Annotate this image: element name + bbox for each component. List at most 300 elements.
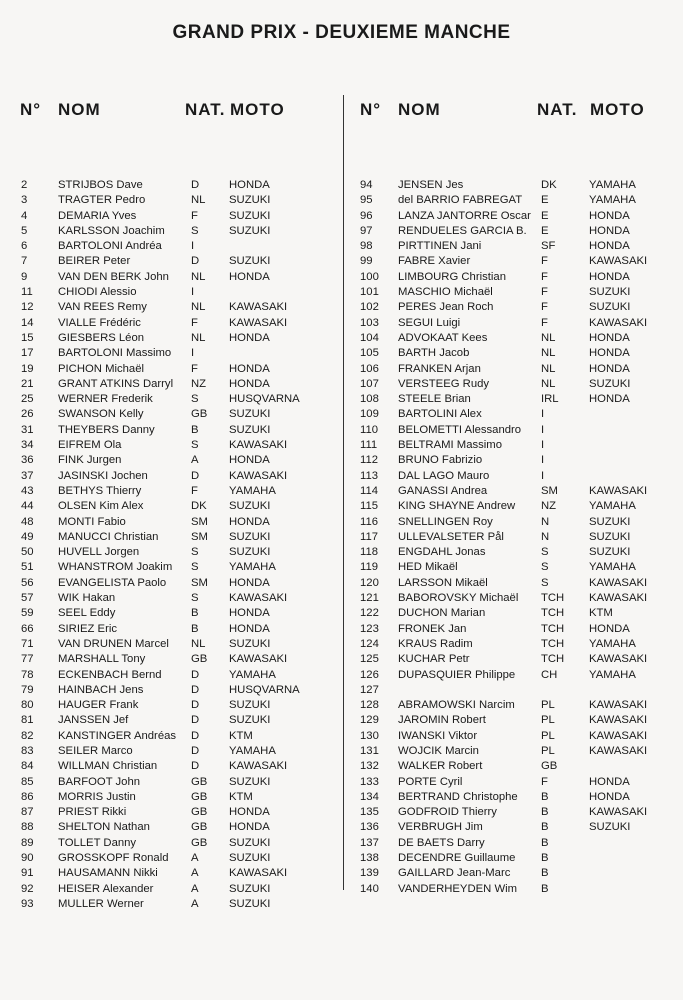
rider-motorcycle: SUZUKI: [229, 775, 271, 788]
rider-row: [360, 545, 680, 560]
rider-name: STRIJBOS Dave: [58, 179, 143, 191]
rider-row: [360, 499, 680, 514]
rider-motorcycle: KAWASAKI: [229, 867, 288, 880]
column-divider: [343, 95, 344, 890]
rider-row: [360, 790, 680, 805]
rider-name: MASCHIO Michaël: [398, 286, 493, 299]
rider-number: 11: [21, 286, 33, 299]
rider-name: KARLSSON Joachim: [58, 224, 165, 237]
rider-name: HED Mikaël: [398, 561, 458, 574]
rider-name: SEEL Eddy: [58, 607, 116, 620]
rider-nationality: E: [541, 194, 549, 207]
rider-row: [360, 469, 680, 484]
rider-nationality: N: [541, 515, 550, 528]
rider-name: KUCHAR Petr: [398, 653, 470, 666]
rider-row: [20, 407, 338, 422]
rider-nationality: D: [191, 729, 200, 742]
rider-name: GRANT ATKINS Darryl: [58, 377, 174, 390]
rider-nationality: I: [191, 347, 195, 360]
rider-motorcycle: YAMAHA: [229, 484, 276, 497]
rider-name: FINK Jurgen: [58, 454, 122, 467]
rider-nationality: S: [541, 561, 549, 574]
rider-number: 6: [21, 240, 28, 253]
rider-row: [360, 836, 680, 851]
rider-number: 48: [21, 515, 34, 528]
rider-motorcycle: HONDA: [229, 607, 270, 620]
rider-number: 128: [360, 699, 379, 712]
rider-row: [20, 759, 338, 774]
rider-row: [20, 438, 338, 453]
rider-row: [360, 331, 680, 346]
rider-name: KING SHAYNE Andrew: [398, 500, 516, 513]
rider-name: GROSSKOPF Ronald: [58, 852, 169, 865]
rider-name: del BARRIO FABREGAT: [398, 194, 523, 207]
rider-nationality: D: [191, 469, 200, 482]
rider-nationality: S: [541, 576, 549, 589]
rider-nationality: S: [191, 393, 199, 406]
rider-row: [20, 729, 338, 744]
rider-motorcycle: HONDA: [229, 576, 270, 589]
rider-row: [20, 469, 338, 484]
rider-row: [20, 362, 338, 377]
rider-number: 105: [360, 347, 379, 360]
header-nat-left: NAT.: [185, 100, 226, 119]
rider-number: 101: [360, 286, 379, 299]
rider-nationality: DK: [541, 179, 557, 191]
rider-motorcycle: HONDA: [589, 209, 630, 222]
rider-row: [360, 683, 680, 698]
rider-nationality: A: [191, 867, 199, 880]
rider-row: [20, 698, 338, 713]
rider-name: MANUCCI Christian: [58, 530, 159, 543]
rider-nationality: D: [191, 668, 200, 681]
rider-nationality: I: [541, 408, 545, 421]
rider-name: SWANSON Kelly: [58, 408, 144, 421]
rider-number: 115: [360, 500, 379, 513]
rider-name: WHANSTROM Joakim: [58, 561, 173, 574]
rider-nationality: NL: [541, 362, 556, 375]
rider-name: HUVELL Jorgen: [58, 546, 140, 559]
rider-number: 19: [21, 362, 34, 375]
rider-number: 123: [360, 622, 379, 635]
rider-nationality: SM: [191, 576, 208, 589]
rider-number: 77: [21, 653, 34, 666]
rider-nationality: NL: [541, 377, 556, 390]
rider-row: [20, 499, 338, 514]
rider-motorcycle: HONDA: [589, 224, 630, 237]
rider-motorcycle: YAMAHA: [229, 668, 276, 681]
rider-name: DE BAETS Darry: [398, 836, 485, 849]
rider-nationality: F: [191, 316, 198, 329]
rider-number: 49: [21, 530, 34, 543]
rider-motorcycle: HONDA: [229, 806, 270, 819]
rider-motorcycle: HONDA: [229, 515, 270, 528]
rider-row: [20, 300, 338, 315]
rider-nationality: TCH: [541, 607, 565, 620]
rider-row: [360, 698, 680, 713]
rider-row: [20, 820, 338, 835]
rider-name: WOJCIK Marcin: [398, 744, 479, 757]
rider-name: JANSSEN Jef: [58, 714, 129, 727]
rider-nationality: B: [191, 607, 199, 620]
rider-name: RENDUELES GARCIA B.: [398, 224, 527, 237]
rider-nationality: B: [541, 821, 549, 834]
rider-nationality: TCH: [541, 622, 565, 635]
rider-number: 4: [21, 209, 28, 222]
rider-motorcycle: HONDA: [229, 454, 270, 467]
rider-row: [20, 652, 338, 667]
rider-row: [20, 606, 338, 621]
rider-name: CHIODI Alessio: [58, 286, 137, 299]
rider-motorcycle: SUZUKI: [229, 209, 271, 222]
rider-nationality: D: [191, 699, 200, 712]
rider-nationality: NL: [541, 331, 556, 344]
rider-row: [360, 178, 680, 193]
rider-nationality: B: [191, 622, 199, 635]
rider-name: EIFREM Ola: [58, 439, 122, 452]
rider-motorcycle: SUZUKI: [229, 699, 271, 712]
rider-nationality: S: [191, 561, 199, 574]
rider-motorcycle: KTM: [589, 607, 613, 620]
rider-row: [360, 805, 680, 820]
rider-name: SEGUI Luigi: [398, 316, 461, 329]
rider-row: [360, 882, 680, 897]
rider-nationality: F: [191, 362, 198, 375]
rider-number: 125: [360, 653, 379, 666]
rider-row: [20, 377, 338, 392]
rider-name: DUCHON Marian: [398, 607, 486, 620]
rider-row: [20, 866, 338, 881]
rider-number: 120: [360, 576, 379, 589]
rider-number: 15: [21, 331, 34, 344]
rider-nationality: TCH: [541, 637, 565, 650]
rider-number: 110: [360, 423, 379, 436]
rider-nationality: NZ: [191, 377, 207, 390]
rider-motorcycle: SUZUKI: [229, 500, 271, 513]
rider-nationality: N: [541, 530, 550, 543]
rider-name: WERNER Frederik: [58, 393, 153, 406]
rider-row: [360, 560, 680, 575]
rider-name: VAN DEN BERK John: [58, 270, 169, 283]
rider-nationality: TCH: [541, 592, 565, 605]
rider-row: [360, 438, 680, 453]
rider-number: 17: [21, 347, 34, 360]
header-name-right: NOM: [398, 100, 441, 119]
rider-number: 104: [360, 331, 379, 344]
rider-name: THEYBERS Danny: [58, 423, 155, 436]
rider-number: 26: [21, 408, 34, 421]
rider-row: [360, 193, 680, 208]
rider-row: [20, 316, 338, 331]
rider-motorcycle: SUZUKI: [229, 714, 271, 727]
rider-list-right: [360, 178, 680, 897]
rider-name: SHELTON Nathan: [58, 821, 150, 834]
rider-name: VIALLE Frédéric: [58, 316, 141, 329]
rider-row: [360, 576, 680, 591]
header-num-right: N°: [360, 100, 382, 119]
rider-motorcycle: KAWASAKI: [589, 806, 648, 819]
rider-row: [20, 713, 338, 728]
rider-row: [360, 239, 680, 254]
rider-name: BETHYS Thierry: [58, 484, 142, 497]
rider-name: JASINSKI Jochen: [58, 469, 148, 482]
rider-nationality: PL: [541, 744, 555, 757]
rider-row: [20, 591, 338, 606]
rider-motorcycle: SUZUKI: [229, 408, 271, 421]
rider-number: 109: [360, 408, 379, 421]
rider-name: HEISER Alexander: [58, 882, 154, 895]
rider-nationality: S: [541, 546, 549, 559]
rider-name: VERSTEEG Rudy: [398, 377, 490, 390]
rider-row: [20, 576, 338, 591]
rider-name: ECKENBACH Bernd: [58, 668, 162, 681]
rider-name: VANDERHEYDEN Wim: [398, 882, 518, 895]
rider-motorcycle: SUZUKI: [589, 377, 631, 390]
rider-row: [20, 836, 338, 851]
rider-nationality: F: [191, 209, 198, 222]
rider-nationality: B: [191, 423, 199, 436]
header-moto-right: MOTO: [590, 100, 645, 119]
rider-row: [360, 744, 680, 759]
rider-row: [360, 285, 680, 300]
rider-name: BARTOLONI Massimo: [58, 347, 172, 360]
rider-name: JAROMIN Robert: [398, 714, 486, 727]
rider-number: 12: [21, 301, 34, 314]
rider-motorcycle: SUZUKI: [589, 821, 631, 834]
rider-number: 119: [360, 561, 379, 574]
rider-number: 36: [21, 454, 34, 467]
header-nat-right: NAT.: [537, 100, 578, 119]
rider-nationality: F: [541, 270, 548, 283]
rider-motorcycle: KAWASAKI: [589, 699, 648, 712]
rider-number: 84: [21, 760, 34, 773]
rider-motorcycle: HONDA: [589, 347, 630, 360]
rider-name: BARTOLONI Andréa: [58, 240, 162, 253]
rider-name: BERTRAND Christophe: [398, 790, 518, 803]
rider-nationality: I: [541, 454, 545, 467]
rider-motorcycle: KAWASAKI: [589, 316, 648, 329]
rider-number: 138: [360, 852, 379, 865]
rider-motorcycle: KAWASAKI: [589, 484, 648, 497]
rider-number: 34: [21, 439, 34, 452]
rider-number: 96: [360, 209, 373, 222]
rider-name: BARTOLINI Alex: [398, 408, 482, 421]
rider-row: [360, 622, 680, 637]
rider-row: [360, 652, 680, 667]
rider-motorcycle: KTM: [229, 729, 253, 742]
rider-number: 85: [21, 775, 34, 788]
rider-row: [360, 729, 680, 744]
rider-motorcycle: HONDA: [229, 362, 270, 375]
rider-name: FABRE Xavier: [398, 255, 471, 268]
rider-nationality: D: [191, 714, 200, 727]
rider-name: BEIRER Peter: [58, 255, 131, 268]
rider-row: [20, 224, 338, 239]
rider-name: ADVOKAAT Kees: [398, 331, 488, 344]
rider-number: 132: [360, 760, 379, 773]
rider-motorcycle: SUZUKI: [229, 423, 271, 436]
rider-motorcycle: KAWASAKI: [229, 653, 288, 666]
rider-row: [20, 193, 338, 208]
header-num-left: N°: [20, 100, 42, 119]
rider-number: 71: [21, 637, 34, 650]
rider-number: 134: [360, 790, 379, 803]
rider-nationality: F: [191, 484, 198, 497]
rider-name: SEILER Marco: [58, 744, 133, 757]
rider-nationality: GB: [191, 836, 208, 849]
rider-name: WIK Hakan: [58, 592, 116, 605]
rider-nationality: PL: [541, 699, 555, 712]
rider-row: [360, 820, 680, 835]
rider-motorcycle: SUZUKI: [229, 882, 271, 895]
rider-number: 97: [360, 224, 373, 237]
rider-nationality: NL: [541, 347, 556, 360]
rider-row: [360, 346, 680, 361]
rider-number: 25: [21, 393, 34, 406]
rider-number: 2: [21, 179, 28, 191]
rider-name: MARSHALL Tony: [58, 653, 146, 666]
rider-name: LANZA JANTORRE Oscar: [398, 209, 531, 222]
rider-motorcycle: SUZUKI: [589, 530, 631, 543]
rider-name: TRAGTER Pedro: [58, 194, 146, 207]
rider-number: 131: [360, 744, 379, 757]
rider-row: [360, 209, 680, 224]
rider-motorcycle: SUZUKI: [229, 637, 271, 650]
rider-row: [360, 423, 680, 438]
rider-name: GODFROID Thierry: [398, 806, 497, 819]
rider-nationality: S: [191, 592, 199, 605]
rider-list-left: [20, 178, 338, 912]
rider-number: 86: [21, 790, 34, 803]
rider-number: 50: [21, 546, 34, 559]
rider-nationality: S: [191, 224, 199, 237]
rider-nationality: F: [541, 775, 548, 788]
rider-number: 14: [21, 316, 34, 329]
rider-motorcycle: HONDA: [589, 393, 630, 406]
rider-nationality: NL: [191, 194, 206, 207]
rider-number: 80: [21, 699, 34, 712]
rider-motorcycle: HONDA: [589, 240, 630, 253]
rider-row: [360, 515, 680, 530]
rider-nationality: D: [191, 744, 200, 757]
rider-number: 99: [360, 255, 373, 268]
rider-row: [20, 209, 338, 224]
rider-row: [360, 606, 680, 621]
rider-nationality: NL: [191, 301, 206, 314]
rider-row: [20, 805, 338, 820]
rider-number: 88: [21, 821, 34, 834]
rider-name: VAN REES Remy: [58, 301, 147, 314]
rider-motorcycle: KAWASAKI: [589, 714, 648, 727]
rider-row: [20, 178, 338, 193]
rider-name: GAILLARD Jean-Marc: [398, 867, 511, 880]
rider-nationality: B: [541, 806, 549, 819]
rider-motorcycle: KTM: [229, 790, 253, 803]
rider-nationality: I: [541, 439, 545, 452]
rider-name: LIMBOURG Christian: [398, 270, 506, 283]
rider-nationality: A: [191, 454, 199, 467]
rider-number: 83: [21, 744, 34, 757]
rider-number: 133: [360, 775, 379, 788]
rider-nationality: GB: [191, 821, 208, 834]
rider-number: 103: [360, 316, 379, 329]
rider-nationality: E: [541, 209, 549, 222]
rider-name: PERES Jean Roch: [398, 301, 494, 314]
header-name-left: NOM: [58, 100, 101, 119]
rider-name: HAUGER Frank: [58, 699, 139, 712]
rider-motorcycle: KAWASAKI: [589, 653, 648, 666]
rider-nationality: F: [541, 316, 548, 329]
rider-number: 140: [360, 882, 379, 895]
rider-row: [360, 254, 680, 269]
rider-number: 136: [360, 821, 379, 834]
rider-number: 108: [360, 393, 379, 406]
rider-nationality: GB: [191, 806, 208, 819]
rider-number: 7: [21, 255, 28, 268]
rider-name: LARSSON Mikaël: [398, 576, 488, 589]
rider-number: 81: [21, 714, 34, 727]
rider-name: BELOMETTI Alessandro: [398, 423, 522, 436]
rider-nationality: B: [541, 836, 549, 849]
rider-nationality: D: [191, 760, 200, 773]
rider-nationality: I: [191, 286, 195, 299]
rider-number: 121: [360, 592, 379, 605]
rider-nationality: TCH: [541, 653, 565, 666]
rider-motorcycle: HONDA: [589, 790, 630, 803]
rider-number: 92: [21, 882, 34, 895]
rider-number: 3: [21, 194, 28, 207]
rider-number: 139: [360, 867, 379, 880]
rider-name: BARFOOT John: [58, 775, 141, 788]
rider-nationality: GB: [191, 775, 208, 788]
rider-row: [360, 668, 680, 683]
rider-motorcycle: HONDA: [589, 362, 630, 375]
rider-motorcycle: SUZUKI: [229, 224, 271, 237]
rider-nationality: IRL: [541, 393, 559, 406]
rider-nationality: F: [541, 301, 548, 314]
rider-nationality: S: [191, 546, 199, 559]
rider-motorcycle: KAWASAKI: [229, 592, 288, 605]
rider-number: 116: [360, 515, 379, 528]
rider-number: 51: [21, 561, 34, 574]
rider-name: OLSEN Kim Alex: [58, 500, 144, 513]
rider-row: [20, 622, 338, 637]
rider-nationality: GB: [191, 408, 208, 421]
rider-nationality: NL: [191, 331, 206, 344]
rider-motorcycle: SUZUKI: [589, 546, 631, 559]
rider-row: [20, 882, 338, 897]
rider-row: [360, 300, 680, 315]
rider-nationality: CH: [541, 668, 558, 681]
rider-row: [360, 270, 680, 285]
rider-motorcycle: YAMAHA: [229, 744, 276, 757]
rider-row: [360, 392, 680, 407]
rider-name: WILLMAN Christian: [58, 760, 158, 773]
rider-row: [20, 683, 338, 698]
rider-row: [360, 316, 680, 331]
rider-motorcycle: KAWASAKI: [229, 439, 288, 452]
rider-number: 112: [360, 454, 379, 467]
rider-name: GIESBERS Léon: [58, 331, 145, 344]
rider-motorcycle: YAMAHA: [589, 500, 636, 513]
rider-number: 98: [360, 240, 373, 253]
rider-nationality: B: [541, 790, 549, 803]
rider-row: [20, 530, 338, 545]
rider-nationality: D: [191, 179, 200, 191]
rider-row: [20, 897, 338, 912]
rider-row: [20, 270, 338, 285]
rider-number: 66: [21, 622, 34, 635]
